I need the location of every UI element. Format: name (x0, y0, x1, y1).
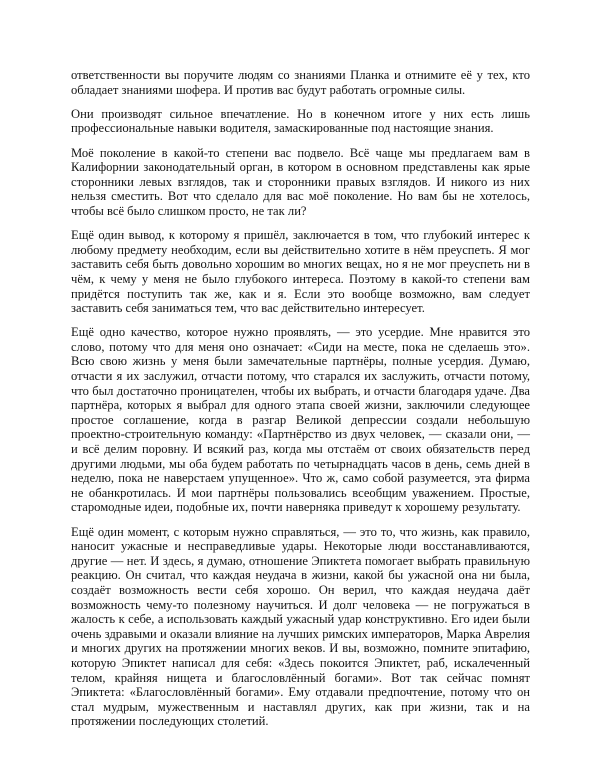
paragraph: Ещё одно качество, которое нужно проявлять, — это усердие. Мне нравится это слово, потому что для меня оно означает: «Сиди на месте, пока не сделаешь это». Всю свою жизнь у меня были замечательные партнёры, полные усердия. Думаю, отчасти я их заслужил, отчасти потому, что старался их заслужить, отчасти потому, что был достаточно проницателен, чтобы их выбрать, и отчасти благодаря удаче. Два партнёра, которых я выбрал для одного этапа своей жизни, заключили следующее простое соглашение, когда в разгар Великой депрессии создали небольшую проектно-строительную команду: «Партнёрство из двух человек, — сказали они, — и всё делим поровну. И всякий раз, когда мы отстаём от своих обязательств перед другими людьми, мы оба будем работать по четырнадцать часов в день, семь дней в неделю, пока не наверстаем упущенное». Что ж, само собой разумеется, эта фирма не обанкротилась. И мои партнёры пользовались всеобщим уважением. Простые, старомодные идеи, подобные их, почти наверняка приведут к хорошему результату. (71, 325, 530, 515)
paragraph: Они производят сильное впечатление. Но в конечном итоге у них есть лишь профессиональные навыки водителя, замаскированные под настоящие знания. (71, 106, 530, 136)
paragraph: Ещё один момент, с которым нужно справляться, — это то, что жизнь, как правило, наносит ужасные и несправедливые удары. Некоторые люди восстанавливаются, другие — нет. И здесь, я думаю, отношение Эпиктета помогает выбрать правильную реакцию. Он считал, что каждая неудача в жизни, какой бы ужасной она ни была, создаёт возможность вести себя хорошо. Он верил, что каждая неудача даёт возможность чему-то полезному научиться. И долг человека — не погружаться в жалость к себе, а использовать каждый ужасный удар конструктивно. Его идеи были очень здравыми и оказали влияние на лучших римских императоров, Марка Аврелия и многих других на протяжении многих веков. И вы, возможно, помните эпитафию, которую Эпиктет написал для себя: «Здесь покоится Эпиктет, раб, искалеченный телом, крайняя нищета и благословлённый богами». Вот так сейчас помнят Эпиктета: «Благословлённый богами». Ему отдавали предпочтение, потому что он стал мудрым, мужественным и наставлял других, как при жизни, так и на протяжении последующих столетий. (71, 524, 530, 729)
paragraph: ответственности вы поручите людям со знаниями Планка и отнимите её у тех, кто обладает знаниями шофера. И против вас будут работать огромные силы. (71, 68, 530, 97)
document-page (71, 68, 530, 739)
paragraph: Моё поколение в какой-то степени вас подвело. Всё чаще мы предлагаем вам в Калифорнии законодательный орган, в котором в основном представлены как ярые сторонники левых взглядов, так и сторонники правых взглядов. И никого из них нельзя сместить. Вот что сделало для вас моё поколение. Но вам бы не хотелось, чтобы всё было слишком просто, не так ли? (71, 145, 530, 218)
paragraph: Ещё один вывод, к которому я пришёл, заключается в том, что глубокий интерес к любому предмету необходим, если вы действительно хотите в нём преуспеть. Я мог заставить себя быть довольно хорошим во многих вещах, но я не мог преуспеть ни в чём, к чему у меня не было глубокого интереса. Поэтому в какой-то степени вам придётся поступить так же, как и я. Если это вообще возможно, вам следует заставить себя заниматься тем, что вас действительно интересует. (71, 228, 530, 316)
